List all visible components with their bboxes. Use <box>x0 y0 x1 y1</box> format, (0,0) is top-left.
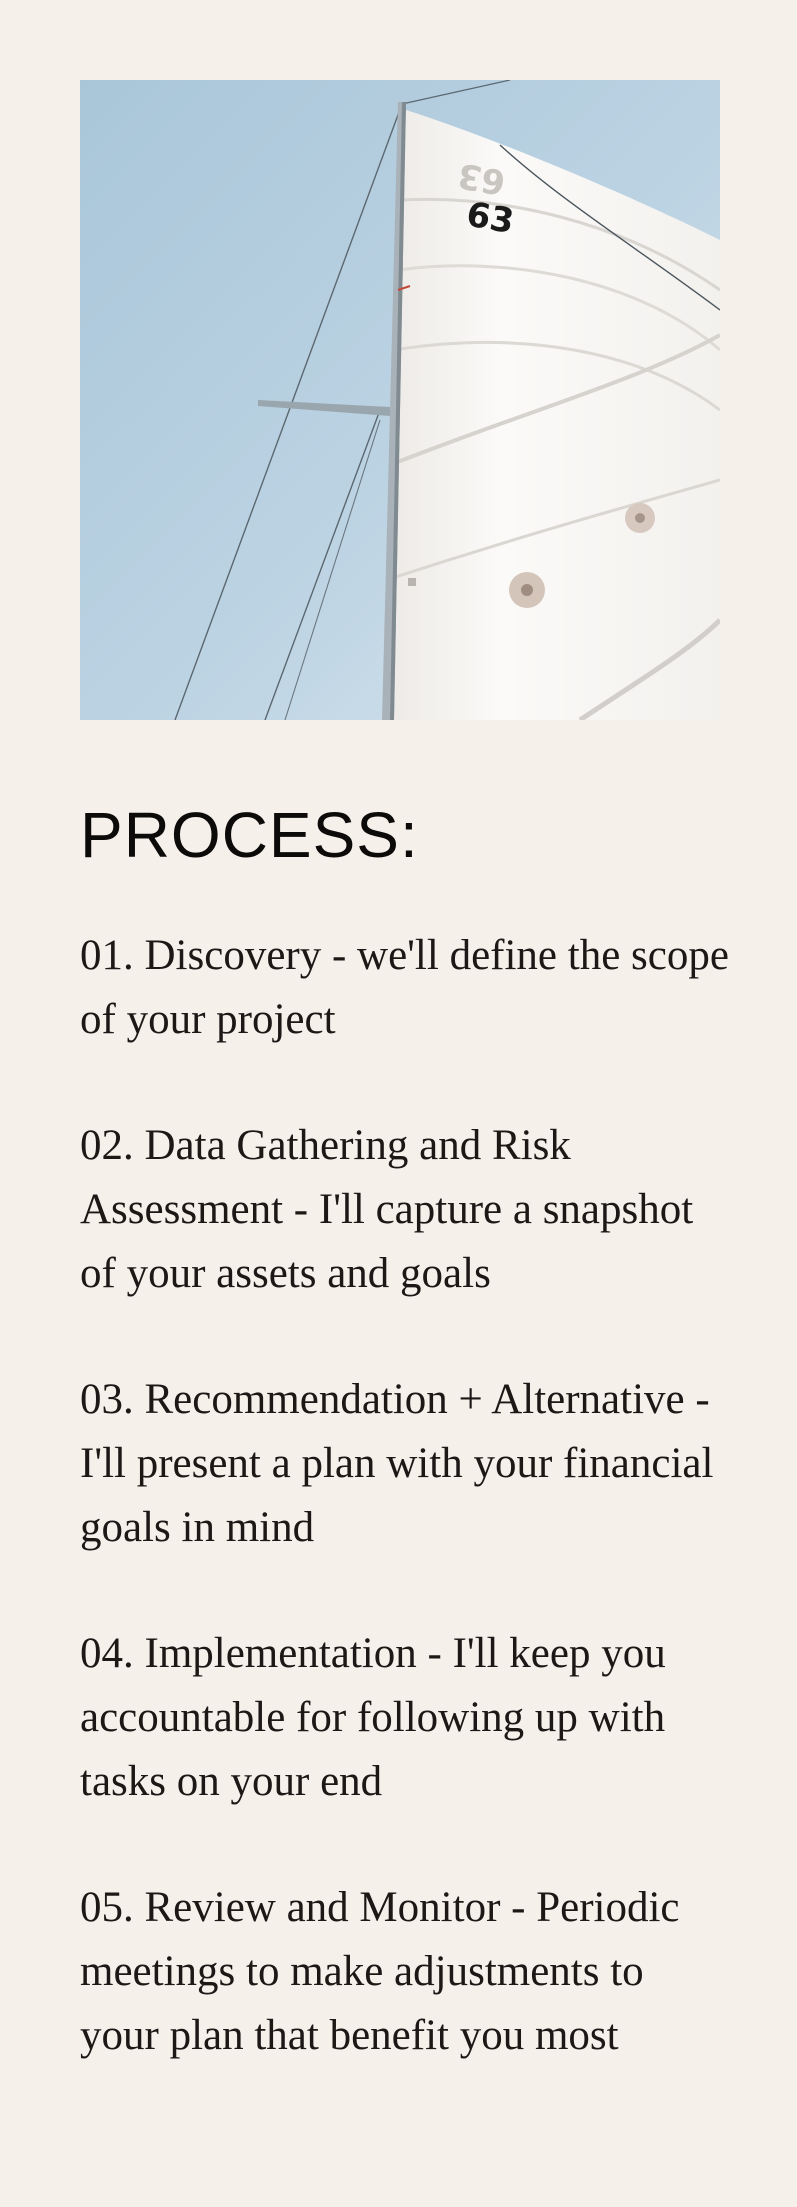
process-heading: PROCESS: <box>80 799 419 871</box>
process-step-review: 05. Review and Monitor - Periodic meetings to make adjustments to your plan that benefit you most <box>80 1884 680 2059</box>
process-step-implementation: 04. Implementation - I'll keep you accountable for following up with tasks on your end <box>80 1630 666 1805</box>
sail-cringle <box>635 513 645 523</box>
sailboat-illustration <box>80 80 720 720</box>
sail-number: 63 <box>463 194 517 243</box>
hero-sailboat-image <box>80 80 720 720</box>
process-step-discovery: 01. Discovery - we'll define the scope of your project <box>80 932 729 1043</box>
sail-cringle <box>521 584 533 596</box>
process-step-data-gathering: 02. Data Gathering and Risk Assessment - I'll capture a snapshot of your assets and goals <box>80 1122 694 1297</box>
process-step-recommendation: 03. Recommendation + Alternative - I'll present a plan with your financial goals in mind <box>80 1376 714 1551</box>
process-section <box>80 790 730 2130</box>
sail-slide <box>408 578 416 586</box>
process-steps-list <box>80 924 730 2068</box>
sail-number-mirror: 63 <box>454 154 509 203</box>
